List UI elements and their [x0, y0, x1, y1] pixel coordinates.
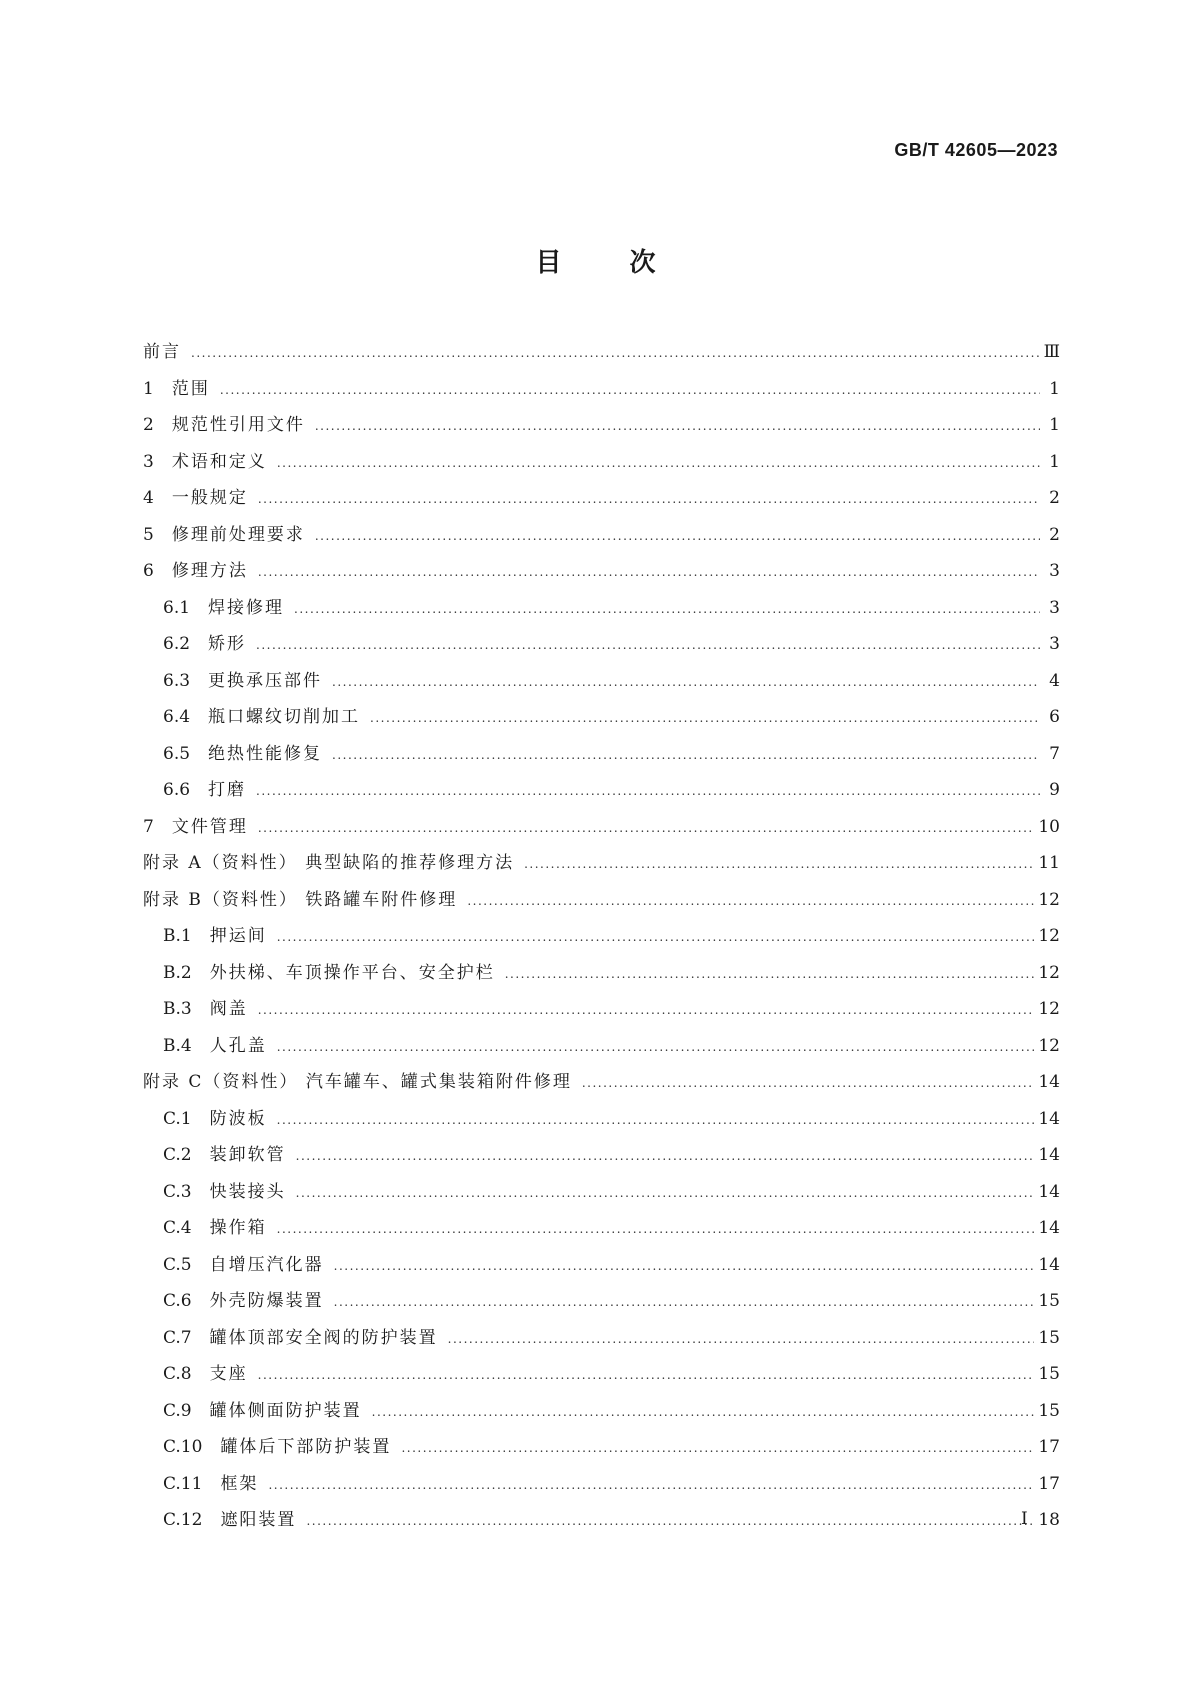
- toc-entry[interactable]: [143, 739, 1060, 776]
- toc-leader-dots: [505, 967, 1035, 981]
- toc-entry-label: 装卸软管: [209, 1145, 286, 1165]
- toc-entry[interactable]: [143, 483, 1060, 520]
- toc-entry[interactable]: [143, 1250, 1060, 1287]
- toc-entry[interactable]: [143, 447, 1060, 484]
- toc-entry-label: 操作箱: [209, 1218, 267, 1238]
- toc-entry-number: C.12: [163, 1510, 203, 1530]
- toc-entry-number: C.5: [163, 1254, 192, 1275]
- toc-entry-number: 6.1: [163, 597, 191, 618]
- toc-entry-page: 14: [1038, 1254, 1060, 1275]
- toc-leader-dots: [277, 1222, 1035, 1236]
- toc-leader-dots: [277, 1113, 1035, 1127]
- toc-entry-number: 6.3: [163, 670, 191, 691]
- toc-entry-number: C.6: [163, 1291, 192, 1311]
- page-title-char: 目: [535, 248, 562, 278]
- toc-leader-dots: [258, 821, 1035, 835]
- toc-entry[interactable]: [143, 593, 1060, 630]
- toc-entry-label: 文件管理: [171, 816, 248, 837]
- toc-entry[interactable]: [143, 1177, 1060, 1214]
- toc-entry-page: 1: [1049, 451, 1060, 472]
- toc-leader-dots: [467, 894, 1034, 908]
- toc-leader-dots: [401, 1441, 1034, 1455]
- toc-entry-number: B.1: [163, 926, 192, 946]
- toc-entry[interactable]: [143, 921, 1060, 958]
- toc-leader-dots: [370, 711, 1040, 725]
- toc-entry[interactable]: [143, 1505, 1060, 1542]
- toc-leader-dots: [258, 565, 1040, 579]
- toc-entry-page: 18: [1038, 1510, 1060, 1530]
- toc-entry-number: C.3: [163, 1181, 192, 1202]
- toc-leader-dots: [524, 857, 1034, 871]
- toc-leader-dots: [582, 1076, 1035, 1090]
- toc-entry-page: 12: [1038, 889, 1060, 910]
- toc-leader-dots: [296, 1149, 1035, 1163]
- toc-leader-dots: [448, 1332, 1035, 1346]
- toc-entry[interactable]: [143, 1396, 1060, 1433]
- toc-entry-number: C.7: [163, 1327, 192, 1348]
- toc-entry-label: 防波板: [209, 1108, 267, 1129]
- toc-entry[interactable]: [143, 994, 1060, 1031]
- toc-entry-page: 15: [1038, 1400, 1060, 1421]
- toc-entry-page: 2: [1049, 488, 1060, 508]
- toc-entry[interactable]: [143, 702, 1060, 739]
- toc-leader-dots: [296, 1186, 1035, 1200]
- toc-entry-page: 14: [1038, 1145, 1060, 1165]
- page-number: I: [1021, 1509, 1028, 1529]
- toc-entry-label: 外壳防爆装置: [209, 1291, 324, 1311]
- toc-entry[interactable]: [143, 1469, 1060, 1506]
- toc-entry-number: C.4: [163, 1218, 192, 1238]
- toc-entry-label: 框架: [220, 1473, 259, 1494]
- toc-entry-page: 15: [1038, 1364, 1060, 1384]
- toc-leader-dots: [256, 638, 1040, 652]
- toc-entry-label: 瓶口螺纹切削加工: [208, 707, 361, 727]
- toc-entry-page: 14: [1038, 1181, 1060, 1202]
- toc-entry-page: 6: [1049, 707, 1060, 727]
- toc-entry[interactable]: [143, 1213, 1060, 1250]
- toc-entry-label: 一般规定: [171, 488, 248, 508]
- toc-entry[interactable]: [143, 885, 1060, 922]
- toc-leader-dots: [315, 419, 1040, 433]
- toc-entry-label: 遮阳装置: [220, 1510, 297, 1530]
- toc-entry-number: 6.4: [163, 707, 191, 727]
- toc-entry-number: 6.2: [163, 634, 191, 654]
- toc-leader-dots: [334, 1259, 1035, 1273]
- toc-leader-dots: [294, 602, 1040, 616]
- toc-leader-dots: [332, 675, 1040, 689]
- toc-entry-label: 附录 B（资料性） 铁路罐车附件修理: [143, 889, 458, 910]
- toc-entry[interactable]: [143, 1323, 1060, 1360]
- toc-entry-page: Ⅲ: [1043, 342, 1060, 362]
- toc-entry-label: 规范性引用文件: [171, 415, 305, 435]
- toc-entry-page: 3: [1049, 561, 1060, 581]
- toc-entry[interactable]: [143, 666, 1060, 703]
- toc-leader-dots: [372, 1405, 1035, 1419]
- toc-entry-page: 17: [1038, 1437, 1060, 1457]
- toc-entry-label: 支座: [209, 1364, 248, 1384]
- toc-entry-number: 6.6: [163, 780, 191, 800]
- toc-leader-dots: [268, 1478, 1034, 1492]
- toc-entry[interactable]: [143, 520, 1060, 557]
- toc-leader-dots: [277, 1040, 1035, 1054]
- toc-leader-dots: [258, 1368, 1035, 1382]
- toc-entry-page: 1: [1049, 415, 1060, 435]
- toc-entry-label: 罐体后下部防护装置: [220, 1437, 392, 1457]
- toc-entry-number: 7: [143, 816, 154, 837]
- toc-entry-page: 9: [1049, 780, 1060, 800]
- toc-entry-page: 15: [1038, 1327, 1060, 1348]
- toc-entry[interactable]: [143, 337, 1060, 374]
- toc-entry[interactable]: [143, 1104, 1060, 1141]
- page-title: [0, 242, 1191, 279]
- toc-entry-number: 6: [143, 561, 154, 581]
- toc-entry-number: C.11: [163, 1473, 203, 1494]
- toc-entry-page: 17: [1038, 1473, 1060, 1494]
- toc-entry-page: 7: [1049, 743, 1060, 764]
- toc-entry-page: 2: [1049, 524, 1060, 545]
- toc-entry-number: 5: [143, 524, 154, 545]
- toc-entry[interactable]: [143, 775, 1060, 812]
- toc-entry[interactable]: [143, 848, 1060, 885]
- toc-entry[interactable]: [143, 1031, 1060, 1068]
- toc-leader-dots: [306, 1514, 1034, 1528]
- toc-leader-dots: [220, 383, 1040, 397]
- toc-entry-label: 术语和定义: [171, 451, 267, 472]
- toc-entry-number: C.8: [163, 1364, 192, 1384]
- standard-number: GB/T 42605—2023: [894, 140, 1058, 160]
- toc-entry[interactable]: [143, 1140, 1060, 1177]
- toc-entry-label: 附录 A（资料性） 典型缺陷的推荐修理方法: [143, 853, 515, 873]
- toc-entry-number: C.1: [163, 1108, 192, 1129]
- toc-entry-number: C.10: [163, 1437, 203, 1457]
- toc-entry-page: 1: [1049, 378, 1060, 399]
- toc-leader-dots: [334, 1295, 1035, 1309]
- toc-entry-label: 更换承压部件: [208, 670, 323, 691]
- toc-entry-page: 4: [1049, 670, 1060, 691]
- toc-entry-page: 12: [1038, 962, 1060, 983]
- toc-leader-dots: [191, 346, 1040, 360]
- toc-entry-page: 11: [1038, 853, 1060, 873]
- toc-entry-page: 14: [1038, 1072, 1060, 1092]
- toc-entry-number: B.3: [163, 999, 192, 1019]
- toc-entry-number: 1: [143, 378, 154, 399]
- toc-entry-number: 6.5: [163, 743, 191, 764]
- toc-entry-label: 焊接修理: [208, 597, 285, 618]
- toc-entry[interactable]: [143, 958, 1060, 995]
- toc-entry-label: 修理前处理要求: [171, 524, 305, 545]
- toc-entry-number: 3: [143, 451, 154, 472]
- toc-entry[interactable]: [143, 1432, 1060, 1469]
- toc-entry-label: 押运间: [209, 926, 267, 946]
- toc-leader-dots: [256, 784, 1040, 798]
- toc-entry-page: 12: [1038, 1035, 1060, 1056]
- toc-entry[interactable]: [143, 556, 1060, 593]
- toc-entry[interactable]: [143, 1067, 1060, 1104]
- toc-entry-label: 罐体侧面防护装置: [209, 1400, 362, 1421]
- toc-entry-page: 14: [1038, 1108, 1060, 1129]
- toc-entry-number: 2: [143, 415, 154, 435]
- toc-entry-label: 打磨: [208, 780, 247, 800]
- toc-entry-page: 10: [1038, 816, 1060, 837]
- toc-leader-dots: [277, 456, 1040, 470]
- toc-entry[interactable]: [143, 812, 1060, 849]
- toc-entry-number: C.2: [163, 1145, 192, 1165]
- toc-entry-number: 4: [143, 488, 154, 508]
- toc-entry-label: 外扶梯、车顶操作平台、安全护栏: [209, 962, 495, 983]
- toc-entry-label: 前言: [143, 342, 181, 362]
- toc-entry-number: C.9: [163, 1400, 192, 1421]
- table-of-contents: [143, 337, 1060, 1542]
- toc-entry-page: 12: [1038, 999, 1060, 1019]
- toc-leader-dots: [258, 1003, 1035, 1017]
- toc-leader-dots: [332, 748, 1040, 762]
- toc-entry-number: B.4: [163, 1035, 192, 1056]
- toc-leader-dots: [258, 492, 1040, 506]
- toc-entry-label: 人孔盖: [209, 1035, 267, 1056]
- toc-leader-dots: [315, 529, 1040, 543]
- toc-entry-label: 修理方法: [171, 561, 248, 581]
- toc-entry-number: B.2: [163, 962, 192, 983]
- toc-entry-page: 3: [1049, 634, 1060, 654]
- toc-entry[interactable]: [143, 374, 1060, 411]
- toc-entry[interactable]: [143, 1286, 1060, 1323]
- toc-entry-page: 15: [1038, 1291, 1060, 1311]
- toc-entry[interactable]: [143, 629, 1060, 666]
- toc-entry-label: 自增压汽化器: [209, 1254, 324, 1275]
- page-title-char: 次: [629, 248, 656, 278]
- toc-entry-label: 罐体顶部安全阀的防护装置: [209, 1327, 438, 1348]
- toc-entry-label: 矫形: [208, 634, 247, 654]
- toc-entry-label: 附录 C（资料性） 汽车罐车、罐式集装箱附件修理: [143, 1072, 572, 1092]
- toc-entry[interactable]: [143, 1359, 1060, 1396]
- toc-entry[interactable]: [143, 410, 1060, 447]
- toc-entry-page: 14: [1038, 1218, 1060, 1238]
- toc-entry-label: 绝热性能修复: [208, 743, 323, 764]
- toc-entry-page: 3: [1049, 597, 1060, 618]
- toc-entry-label: 范围: [171, 378, 210, 399]
- toc-entry-page: 12: [1038, 926, 1060, 946]
- toc-entry-label: 快装接头: [209, 1181, 286, 1202]
- toc-entry-label: 阀盖: [209, 999, 248, 1019]
- toc-leader-dots: [277, 930, 1035, 944]
